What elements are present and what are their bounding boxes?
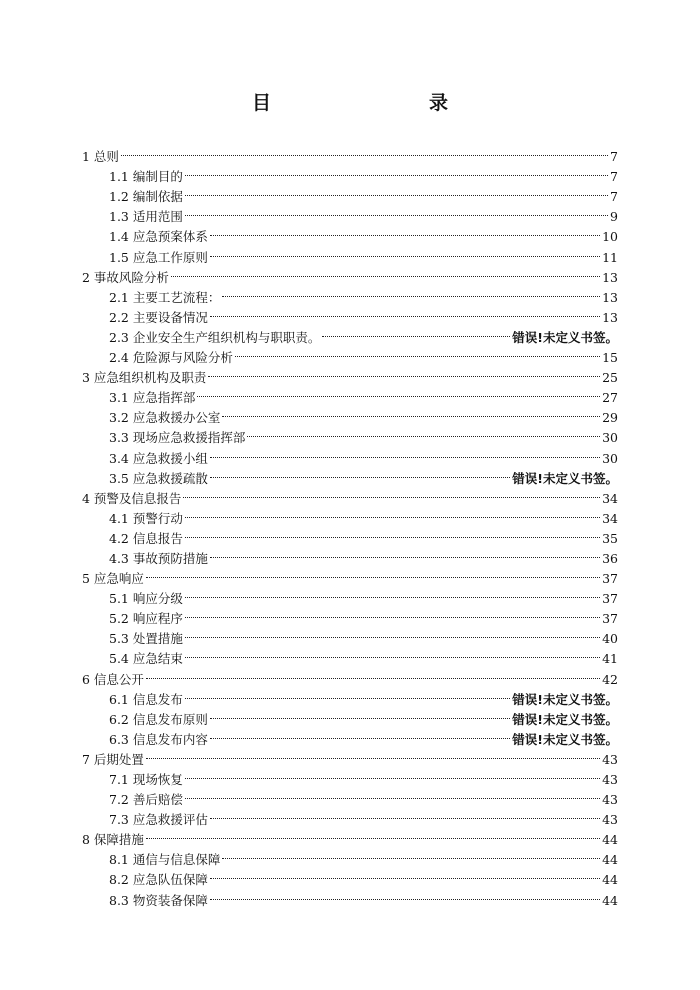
- toc-page-number: 44: [602, 852, 618, 868]
- toc-dot-leader: [210, 543, 600, 563]
- toc-entry-label: 5 应急响应: [82, 571, 144, 587]
- toc-page-number: 错误!未定义书签。: [512, 470, 618, 486]
- toc-entry-label: 3 应急组织机构及职责: [82, 370, 207, 386]
- toc-entry-label: 7.2 善后赔偿: [109, 792, 183, 808]
- toc-entry-label: 7.3 应急救援评估: [109, 812, 208, 828]
- toc-page-number: 34: [602, 510, 618, 526]
- toc-entry-label: 3.4 应急救援小组: [109, 450, 208, 466]
- toc-dot-leader: [208, 362, 600, 382]
- toc-entry-label: 6.2 信息发布原则: [109, 711, 208, 727]
- toc-entry-label: 4.2 信息报告: [109, 530, 183, 546]
- toc-dot-leader: [210, 442, 600, 462]
- table-of-contents: [82, 141, 618, 908]
- toc-section-entry[interactable]: [82, 583, 618, 607]
- toc-chapter-entry[interactable]: [82, 744, 618, 767]
- toc-dot-leader: [185, 503, 600, 523]
- toc-entry-label: 4.1 预警行动: [109, 510, 183, 526]
- toc-entry-label: 6.3 信息发布内容: [109, 731, 208, 747]
- toc-dot-leader: [210, 241, 600, 261]
- toc-entry-label: 2.1 主要工艺流程：: [109, 289, 221, 305]
- toc-section-entry[interactable]: [82, 684, 618, 707]
- toc-entry-label: 5.1 响应分级: [109, 591, 183, 607]
- toc-page-number: 30: [602, 430, 618, 446]
- toc-page-number: 41: [602, 651, 618, 667]
- toc-entry-label: 2.2 主要设备情况: [109, 309, 208, 325]
- toc-dot-leader: [171, 262, 600, 282]
- toc-entry-label: 5.2 响应程序: [109, 611, 183, 627]
- toc-dot-leader: [146, 824, 600, 844]
- toc-section-entry[interactable]: [82, 764, 618, 787]
- toc-dot-leader: [185, 523, 600, 543]
- toc-page-number: 36: [602, 550, 618, 566]
- toc-page-number: 错误!未定义书签。: [512, 731, 618, 747]
- toc-entry-label: 7.1 现场恢复: [109, 772, 183, 787]
- toc-page-number: 43: [602, 751, 618, 767]
- toc-entry-label: 1.4 应急预案体系: [109, 229, 208, 245]
- toc-page-number: 13: [602, 269, 618, 285]
- toc-dot-leader: [185, 643, 600, 663]
- toc-entry-label: 1.2 编制依据: [109, 189, 183, 205]
- toc-entry-label: 6.1 信息发布: [109, 691, 183, 707]
- toc-entry-label: 3.2 应急救援办公室: [109, 410, 221, 426]
- toc-dot-leader: [185, 583, 600, 603]
- toc-entry-label: 8.2 应急队伍保障: [109, 872, 208, 888]
- toc-page-number: 13: [602, 289, 618, 305]
- toc-dot-leader: [197, 382, 600, 402]
- toc-page-number: 错误!未定义书签。: [512, 691, 618, 707]
- toc-page-number: 25: [602, 370, 618, 386]
- toc-page-number: 11: [602, 249, 618, 265]
- toc-dot-leader: [185, 623, 600, 643]
- toc-entry-label: 5.3 处置措施: [109, 631, 183, 647]
- toc-dot-leader: [322, 322, 510, 342]
- toc-page-number: 9: [610, 209, 618, 225]
- toc-page-number: 42: [602, 671, 618, 687]
- toc-dot-leader: [210, 302, 600, 322]
- toc-page-number: 错误!未定义书签。: [512, 711, 618, 727]
- toc-page-number: 37: [602, 591, 618, 607]
- toc-page-number: 7: [610, 149, 618, 165]
- toc-dot-leader: [185, 684, 510, 704]
- toc-chapter-entry[interactable]: [82, 141, 618, 165]
- toc-dot-leader: [210, 463, 510, 483]
- toc-page-number: 44: [602, 832, 618, 848]
- toc-dot-leader: [185, 201, 608, 221]
- toc-entry-label: 6 信息公开: [82, 671, 144, 687]
- toc-page-number: 44: [602, 872, 618, 888]
- toc-entry-label: 4.3 事故预防措施: [109, 550, 208, 566]
- toc-entry-label: 8 保障措施: [82, 832, 144, 848]
- toc-dot-leader: [210, 704, 510, 724]
- toc-entry-label: 8.3 物资装备保障: [109, 892, 208, 908]
- toc-entry-label: 5.4 应急结束: [109, 651, 183, 667]
- toc-page-number: 7: [610, 189, 618, 205]
- toc-dot-leader: [146, 744, 600, 764]
- toc-dot-leader: [183, 483, 600, 503]
- toc-dot-leader: [121, 141, 608, 161]
- toc-entry-label: 3.1 应急指挥部: [109, 390, 196, 406]
- toc-dot-leader: [222, 402, 600, 422]
- toc-page-number: 34: [602, 490, 618, 506]
- toc-entry-label: 2.4 危险源与风险分析: [109, 350, 233, 366]
- toc-page-number: 37: [602, 611, 618, 627]
- toc-dot-leader: [222, 844, 600, 864]
- page-title: 目 录: [251, 92, 488, 114]
- toc-section-entry[interactable]: [82, 161, 618, 185]
- toc-entry-label: 2.3 企业安全生产组织机构与职职责。: [109, 329, 321, 345]
- toc-page-number: 43: [602, 812, 618, 828]
- toc-dot-leader: [146, 663, 600, 683]
- toc-dot-leader: [222, 282, 600, 302]
- toc-dot-leader: [210, 884, 600, 904]
- toc-section-entry[interactable]: [82, 844, 618, 868]
- toc-entry-label: 4 预警及信息报告: [82, 490, 182, 506]
- toc-page-number: 27: [602, 390, 618, 406]
- toc-page-number: 43: [602, 792, 618, 808]
- toc-page-number: 29: [602, 410, 618, 426]
- toc-page-number: 15: [602, 350, 618, 366]
- toc-dot-leader: [210, 221, 600, 241]
- toc-entry-label: 2 事故风险分析: [82, 269, 169, 285]
- toc-dot-leader: [247, 422, 600, 442]
- toc-page-number: 30: [602, 450, 618, 466]
- toc-entry-label: 1 总则: [82, 149, 119, 165]
- toc-page-number: 40: [602, 631, 618, 647]
- toc-dot-leader: [185, 181, 608, 201]
- toc-page-number: 13: [602, 309, 618, 325]
- toc-page-number: 35: [602, 530, 618, 546]
- toc-page-number: 10: [602, 229, 618, 245]
- toc-dot-leader: [185, 764, 600, 784]
- toc-chapter-entry[interactable]: [82, 663, 618, 687]
- toc-dot-leader: [210, 864, 600, 884]
- toc-chapter-entry[interactable]: [82, 563, 618, 587]
- toc-dot-leader: [146, 563, 600, 583]
- toc-entry-label: 1.1 编制目的: [109, 169, 183, 185]
- toc-page-number: 7: [610, 169, 618, 185]
- toc-entry-label: 1.3 适用范围: [109, 209, 183, 225]
- toc-page-number: 错误!未定义书签。: [512, 329, 618, 345]
- toc-dot-leader: [185, 603, 600, 623]
- toc-entry-label: 7 后期处置: [82, 751, 144, 767]
- toc-entry-label: 3.3 现场应急救援指挥部: [109, 430, 246, 446]
- toc-dot-leader: [210, 804, 600, 824]
- toc-dot-leader: [235, 342, 600, 362]
- toc-page-number: 37: [602, 571, 618, 587]
- toc-page-number: 44: [602, 892, 618, 908]
- toc-entry-label: 8.1 通信与信息保障: [109, 852, 221, 868]
- toc-page-number: 43: [602, 772, 618, 787]
- toc-entry-label: 3.5 应急救援疏散: [109, 470, 208, 486]
- toc-chapter-entry[interactable]: [82, 824, 618, 848]
- toc-dot-leader: [185, 784, 600, 804]
- toc-dot-leader: [185, 161, 608, 181]
- toc-entry-label: 1.5 应急工作原则: [109, 249, 208, 265]
- toc-dot-leader: [210, 724, 510, 744]
